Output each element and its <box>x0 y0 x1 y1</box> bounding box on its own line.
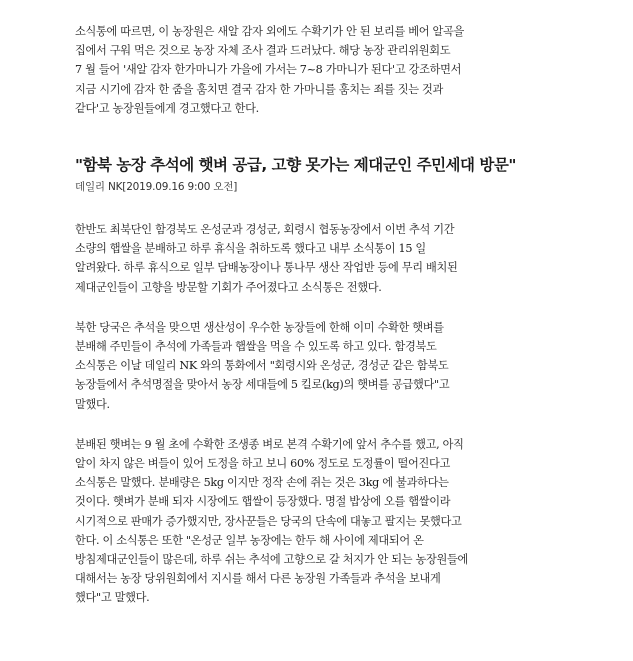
text-line: 말했다. <box>75 397 110 411</box>
text-line: 알려왔다. 하루 휴식으로 일부 담배농장이나 통나무 생산 작업반 등에 무리 배치된 <box>75 261 458 275</box>
text-line: 소식통은 이날 데일리 NK 와의 통화에서 "회령시와 온성군, 경성군 같은 함북도 <box>75 359 449 373</box>
text-line: 방침제대군인들이 많은데, 하루 쉬는 추석에 고향으로 갈 처지가 안 되는 농장원들에 <box>75 553 469 567</box>
text-line: 소량의 햅쌀을 분배하고 하루 휴식을 취하도록 했다고 내부 소식통이 15 일 <box>75 242 426 256</box>
text-line: 제대군인들이 고향을 방문할 기회가 주어졌다고 소식통은 전했다. <box>75 280 382 294</box>
text-line: 농장들에서 추석명절을 맞아서 농장 세대들에 5 킬로(kg)의 햇벼를 공급했다"고 <box>75 378 450 392</box>
spacer <box>75 297 565 318</box>
article-byline: 데일리 NK[2019.09.16 9:00 오전] <box>75 181 238 194</box>
spacer <box>75 196 565 220</box>
article-paragraph-3 <box>75 435 565 608</box>
text-line: 한다. 이 소식통은 또한 "온성군 일부 농장에는 한두 해 사이에 제대되어 온 <box>75 533 424 547</box>
text-line: 소식통에 따르면, 이 농장원은 새알 감자 외에도 수확기가 안 된 보리를 베어 알곡을 <box>75 25 465 38</box>
spacer <box>75 118 565 154</box>
article-paragraph-2 <box>75 318 565 414</box>
text-line: 했다"고 말했다. <box>75 591 150 605</box>
text-line: 지금 시기에 감자 한 줌을 훔치면 결국 감자 한 가마니를 훔치는 죄를 짓는 것과 <box>75 82 444 96</box>
article-paragraph-1 <box>75 220 565 297</box>
text-line: 알이 차지 않은 벼들이 있어 도정을 하고 보니 60% 정도로 도정률이 떨어진다고 <box>75 457 450 471</box>
text-line: 대해서는 농장 당위원회에서 지시를 해서 다른 농장원 가족들과 추석을 보내게 <box>75 572 441 586</box>
text-line: 시기적으로 판매가 증가했지만, 장사꾼들은 당국의 단속에 대놓고 팔지는 못했다고 <box>75 514 462 528</box>
text-line: 분배된 햇벼는 9 월 초에 수확한 조생종 벼로 본격 수확기에 앞서 추수를 했고, 아직 <box>75 437 464 451</box>
text-line: 집에서 구워 먹은 것으로 농장 자체 조사 결과 드러났다. 해당 농장 관리위원회도 <box>75 44 451 58</box>
text-line: 한반도 최북단인 함경북도 온성군과 경성군, 회령시 협동농장에서 이번 추석 기간 <box>75 223 455 237</box>
spacer <box>75 414 565 435</box>
document-page <box>75 22 565 608</box>
intro-paragraph <box>75 22 565 118</box>
text-line: 소식통은 말했다. 분배량은 5kg 이지만 정작 손에 쥐는 것은 3kg 에 불과하다는 <box>75 476 449 490</box>
article-headline: "함북 농장 추석에 햇벼 공급, 고향 못가는 제대군인 주민세대 방문" <box>75 156 516 175</box>
text-line: 북한 당국은 추석을 맞으면 생산성이 우수한 농장들에 한해 이미 수확한 햇벼를 <box>75 320 444 334</box>
text-line: 7 월 들어 '새알 감자 한가마니가 가을에 가서는 7~8 가마니가 된다'고 강조하면서 <box>75 63 462 77</box>
text-line: 것이다. 햇벼가 분배 되자 시장에도 햅쌀이 등장했다. 명절 밥상에 오를 햅쌀이라 <box>75 495 451 509</box>
text-line: 분배해 주민들이 추석에 가족들과 햅쌀을 먹을 수 있도록 하고 있다. 함경북도 <box>75 340 437 354</box>
text-line: 같다'고 농장원들에게 경고했다고 한다. <box>75 101 259 115</box>
